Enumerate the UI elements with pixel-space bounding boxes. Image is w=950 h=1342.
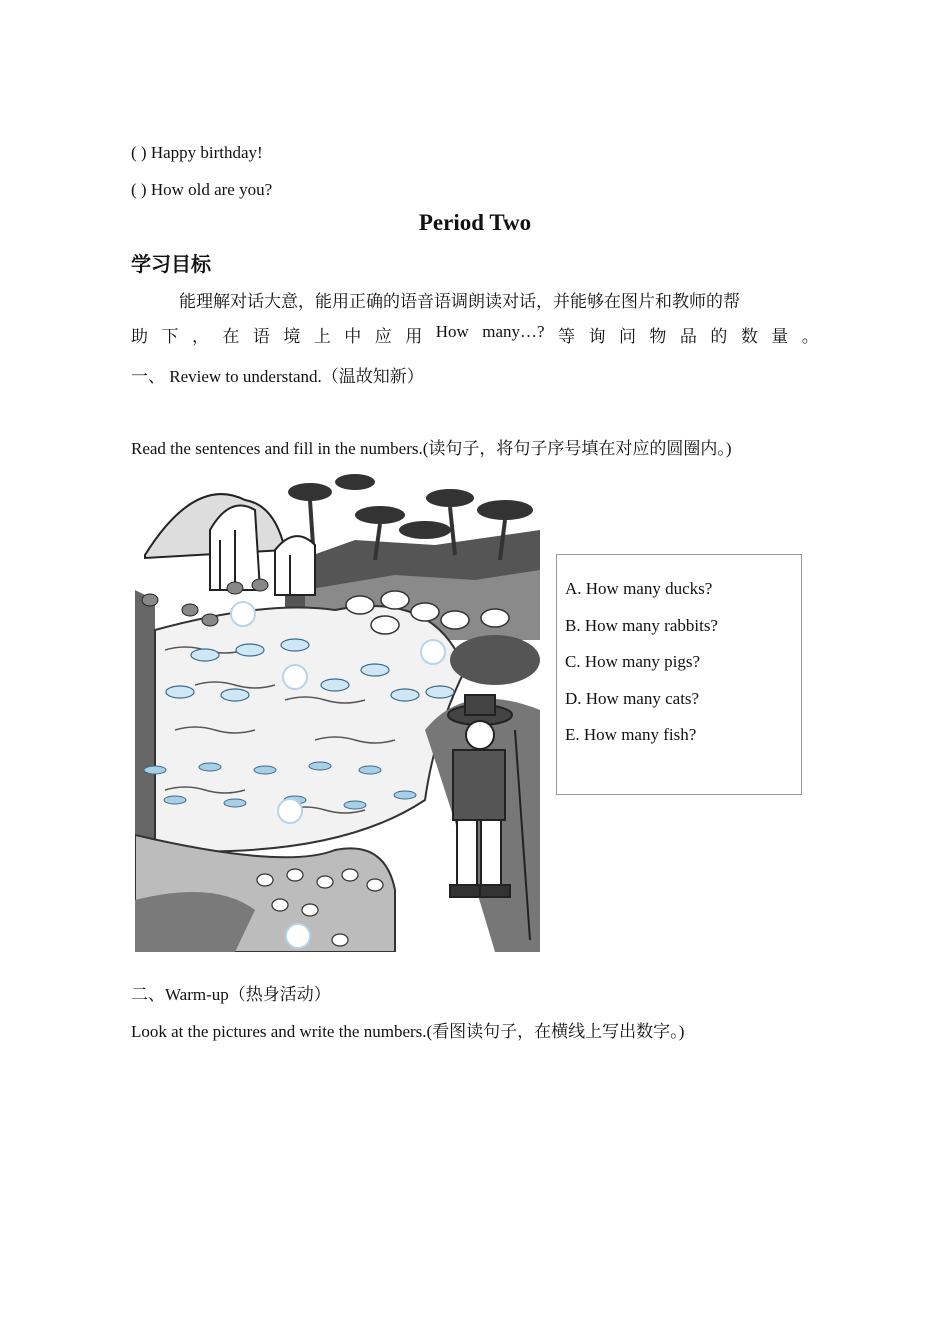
- answer-circle[interactable]: [231, 602, 255, 626]
- section-2-instruction: Look at the pictures and write the numbers.(看图读句子，在横线上写出数字。): [131, 1022, 685, 1042]
- objectives-heading: 学习目标: [131, 252, 211, 276]
- section-2-heading: 二、Warm-up（热身活动）: [131, 985, 331, 1005]
- answer-paren[interactable]: ( ): [131, 143, 147, 162]
- section-1-heading: 一、 Review to understand.（温故知新）: [131, 367, 424, 387]
- section-1-instruction: Read the sentences and fill in the numbers.(读句子，将句子序号填在对应的圆圈内。): [131, 439, 732, 459]
- answer-paren[interactable]: ( ): [131, 180, 147, 199]
- question-c: C. How many pigs?: [565, 652, 701, 672]
- question-b: B. How many rabbits?: [565, 615, 718, 635]
- period-title: Period Two: [418, 210, 532, 235]
- answer-circle[interactable]: [421, 640, 445, 664]
- objectives-line-1: 能理解对话大意，能用正确的语音语调朗读对话，并能够在图片和教师的帮: [179, 292, 740, 312]
- objectives-line-2: 助 下 ， 在 语 境 上 中 应 用 How many…? 等 询 问 物 品 的 数 量 。: [131, 322, 819, 347]
- question-d: D. How many cats?: [565, 688, 700, 708]
- answer-circle[interactable]: [283, 665, 307, 689]
- item-text: How old are you?: [150, 180, 273, 199]
- answer-circle[interactable]: [278, 799, 302, 823]
- farm-scene-illustration: [135, 470, 540, 952]
- answer-circle[interactable]: [286, 924, 310, 948]
- top-item-1: [131, 143, 263, 163]
- question-box: [556, 554, 802, 795]
- item-text: Happy birthday!: [150, 143, 263, 162]
- question-e: E. How many fish?: [565, 725, 697, 745]
- question-a: A. How many ducks?: [565, 579, 713, 598]
- top-item-2: [131, 180, 272, 200]
